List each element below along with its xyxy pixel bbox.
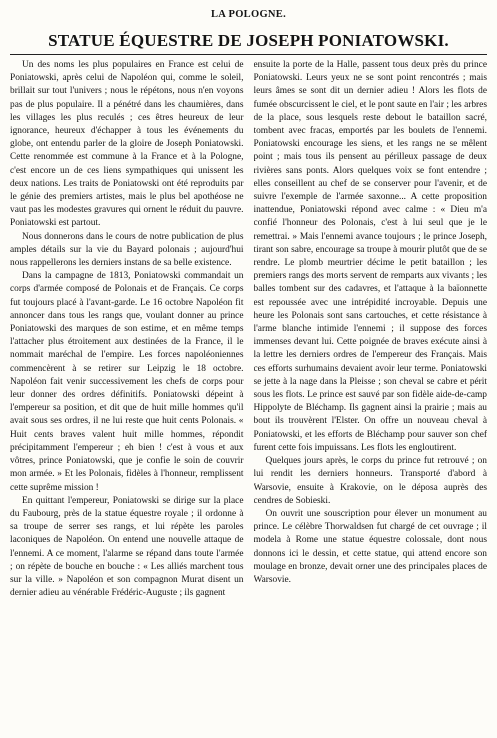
right-column bbox=[254, 59, 488, 600]
paragraph: Un des noms les plus populaires en France est celui de Poniatowski, après celui de Napoléon qui, comme le soleil, brillait sur tout l'univers ; nous le répétons, nous n'en voyons pas de plus populaire. Il a pénétré dans les chaumières, dans les villages les plus reculés ; ces êtres heureux de leur ignorance, heureux d'échapper à tous les événements du globe, ont entendu parler de la gloire de Joseph Poniatowski. Cette renommée est commune à la France et à la Pologne, c'est encore un de ces liens sympathiques qui unissent les deux nations. Les traits de Poniatowski ont été reproduits par le génie des premiers artistes, mais le plus bel apothéose ne vaut pas les modestes gravures qui ornent le réduit du pauvre. Poniatowski est partout. bbox=[10, 60, 244, 229]
paragraph: En quittant l'empereur, Poniatowski se dirige sur la place du Faubourg, près de la statue équestre royale ; il ordonne à sa troupe de serrer ses rangs, et lui répète les paroles laconiques de Napoléon. On entend une nouvelle attaque de l'ennemi. A ce moment, l'alarme se répand dans toute l'armée ; on répète de bouche en bouche : « Les alliés marchent tous sur la ville. » Napoléon et son compagnon Murat disent un dernier adieu au vénérable Frédéric-Auguste ; ils gagnent bbox=[10, 495, 244, 599]
paragraph: On ouvrit une souscription pour élever un monument au prince. Le célèbre Thorwaldsen fut chargé de cet ouvrage ; il modela à Rome une statue équestre colossale, dont nous donnons ici le dessin, et cette statue, qui attend encore son moulage en bronze, devait orner une des principales places de Warsovie. bbox=[253, 508, 487, 585]
text-columns bbox=[10, 59, 487, 600]
paragraph: Quelques jours après, le corps du prince fut retrouvé ; on lui rendit les derniers honneurs. Transporté d'abord à Warsovie, ensuite à Krakovie, on le déposa auprès des cendres de Sobieski. bbox=[253, 456, 487, 506]
paragraph: Nous donnerons dans le cours de notre publication de plus amples détails sur la vie du Bayard polonais ; aujourd'hui nous rappellerons les derniers instans de sa belle existence. bbox=[10, 231, 244, 269]
title-rule bbox=[10, 54, 487, 55]
article-title: STATUE ÉQUESTRE DE JOSEPH PONIATOWSKI. bbox=[48, 31, 449, 50]
left-column bbox=[10, 59, 244, 600]
paragraph: Dans la campagne de 1813, Poniatowski commandait un corps d'armée composé de Polonais et de Français. Ce corps fut toujours placé à l'avant-garde. Le 16 octobre Napoléon fit annoncer dans tous les rangs que, voulant donner au prince Poniatowski des marques de son estime, et en même temps l'attacher plus étroitement aux destinées de la France, il le nommait maréchal de l'empire. Les forces napoléoniennes commencèrent à se retirer sur Leipzig le 18 octobre. Napoléon fait venir successivement les chefs de corps pour leur donner des ordres définitifs. Poniatowski dépeint à l'empereur sa position, et dit que de huit mille hommes qu'il avait sous ses ordres, il ne lui reste que huit cents Polonais. « Huit cents braves valent huit mille hommes, répondit précipitamment l'empereur ; eh bien ! c'est à vous et aux vôtres, prince Poniatowski, que je confie le soin de couvrir mon armée. » Et les Polonais, fidèles à l'honneur, remplissent cette suprême mission ! bbox=[10, 271, 244, 493]
running-head: LA POLOGNE. bbox=[210, 9, 287, 20]
paragraph: ensuite la porte de la Halle, passent tous deux près du prince Poniatowski. Leurs yeux ne se sont point rencontrés ; mais leurs âmes se sont dit un dernier adieu ! Alors les flots de fumée obscurcissent le ciel, et le pont saute en l'air ; les arbres de la place, sous lesquels reste debout le bataillon sacré, tombent avec fracas, emportés par les boulets de l'ennemi. Poniatowski encourage les siens, et les rangs ne se mêlent point ; mais tous ils pensent au périlleux passage de deux rivières sans ponts. Alors quelques voix se font entendre ; elles conseillent au chef de se conserver pour l'avenir, et de suivre l'exemple de l'armée saxonne... A cette proposition inattendue, Poniatowski répond avec calme : « Dieu m'a confié l'honneur des Polonais, c'est à lui seul que je le remettrai. » Mais l'ennemi avance toujours ; le prince Joseph, tirant son sabre, encourage sa troupe à mourir plutôt que de se rendre. Le plomb meurtrier décime le petit bataillon ; les premiers rangs des morts servent de remparts aux vivants ; les balles tombent sur des cadavres, et l'attaque à la baïonnette est repoussée avec une intrépidité incroyable. Depuis une heure les Polonais sont sans cartouches, et cette résistance à l'arme blanche intimide l'ennemi ; il suppose des forces immenses devant lui. Cette poignée de braves exécute ainsi à la lettre les derniers ordres de l'empereur des Français. Mais ces efforts surhumains devaient avoir leur terme. Poniatowski se jette à la nage dans la Pleisse ; son cheval se cabre et périt sous les flots. Le prince est sauvé par son fidèle aide-de-camp Hippolyte de Bléchamp. Ils gagnent ainsi la prairie ; mais au bout ils trouvèrent l'Elster. On offre un nouveau cheval à Poniatowski, et les efforts de Bléchamp pour sauver son chef furent cette fois impuissans. Les flots les engloutirent. bbox=[253, 60, 487, 453]
